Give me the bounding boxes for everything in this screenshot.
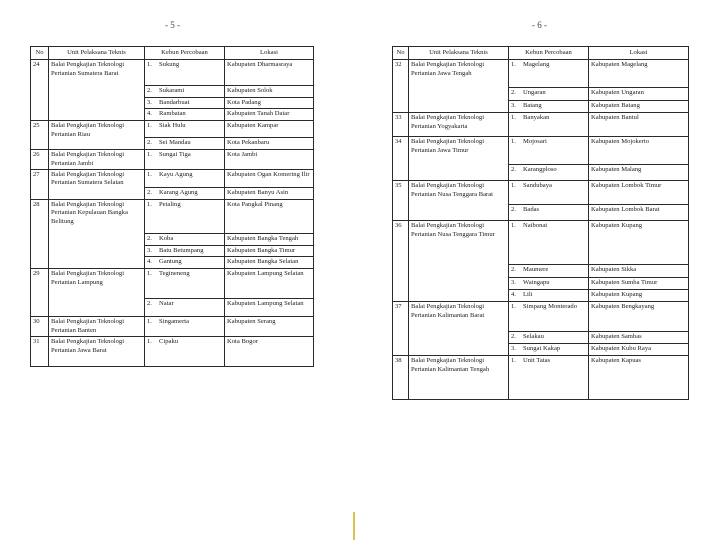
kebun-entry xyxy=(147,318,222,326)
unit-name: Balai Pengkajian Teknologi Pertanian Jambi xyxy=(49,150,145,170)
table-body xyxy=(393,60,689,400)
table-row xyxy=(31,170,314,188)
lokasi-cell: Kabupaten Kubu Raya xyxy=(589,344,689,356)
kebun-name: Singamerta xyxy=(159,318,190,326)
row-number: 27 xyxy=(31,170,49,200)
kebun-entry xyxy=(147,247,222,255)
kebun-name: Simpang Monterado xyxy=(523,303,578,311)
kebun-cell xyxy=(145,337,225,367)
table-header-row xyxy=(393,47,689,60)
right-page xyxy=(360,0,720,540)
kebun-cell xyxy=(145,246,225,257)
kebun-entry xyxy=(511,333,586,341)
kebun-entry xyxy=(147,110,222,118)
kebun-name: Rambatan xyxy=(159,110,186,118)
kebun-name: Mojosari xyxy=(523,138,547,146)
lokasi-cell: Kabupaten Tanah Datar xyxy=(225,109,314,121)
lokasi-cell: Kabupaten Ogan Komering Ilir xyxy=(225,170,314,188)
table-row xyxy=(393,181,689,205)
kebun-entry xyxy=(147,258,222,266)
kebun-number: 2. xyxy=(147,235,152,243)
unit-name: Balai Pengkajian Teknologi Pertanian Lampung xyxy=(49,269,145,317)
kebun-name: Sandubaya xyxy=(523,182,552,190)
kebun-name: Banyakan xyxy=(523,114,550,122)
scan-edge-mark xyxy=(353,512,355,540)
kebun-number: 2. xyxy=(511,206,516,214)
lokasi-cell: Kabupaten Sumba Timur xyxy=(589,278,689,290)
kebun-entry xyxy=(147,151,222,159)
kebun-entry xyxy=(147,171,222,179)
kebun-number: 1. xyxy=(147,201,152,209)
kebun-entry xyxy=(147,87,222,95)
lokasi-cell: Kabupaten Dharmasraya xyxy=(225,60,314,86)
unit-name: Balai Pengkajian Teknologi Pertanian Sumatera Barat xyxy=(49,60,145,121)
lokasi-cell: Kabupaten Sikka xyxy=(589,265,689,278)
kebun-number: 3. xyxy=(511,279,516,287)
kebun-entry xyxy=(511,182,586,190)
kebun-number: 1. xyxy=(147,61,152,69)
row-number: 24 xyxy=(31,60,49,121)
row-number: 31 xyxy=(31,337,49,367)
lokasi-cell: Kota Pangkal Pinang xyxy=(225,200,314,234)
kebun-name: Karangploso xyxy=(523,166,557,174)
kebun-cell xyxy=(509,137,589,165)
kebun-number: 2. xyxy=(147,189,152,197)
kebun-name: Sukarami xyxy=(159,87,185,95)
row-number: 25 xyxy=(31,121,49,150)
kebun-entry xyxy=(511,357,586,365)
kebun-entry xyxy=(147,189,222,197)
kebun-number: 1. xyxy=(147,122,152,130)
kebun-name: Bandarbuat xyxy=(159,98,190,106)
unit-name: Balai Pengkajian Teknologi Pertanian Jawa Tengah xyxy=(409,60,509,113)
table-row xyxy=(393,221,689,265)
lokasi-cell: Kabupaten Solok xyxy=(225,86,314,97)
row-number: 34 xyxy=(393,137,409,181)
header-kebun: Kebun Percobaan xyxy=(509,47,589,60)
table-row xyxy=(393,137,689,165)
unit-name: Balai Pengkajian Teknologi Pertanian Kalimantan Tengah xyxy=(409,356,509,400)
kebun-name: Selakau xyxy=(523,333,544,341)
kebun-cell xyxy=(509,302,589,332)
unit-name: Balai Pengkajian Teknologi Pertanian Jawa Timur xyxy=(409,137,509,181)
kebun-cell xyxy=(145,86,225,97)
kebun-entry xyxy=(511,222,586,230)
kebun-cell xyxy=(145,234,225,246)
kebun-cell xyxy=(509,113,589,137)
row-number: 37 xyxy=(393,302,409,356)
kebun-entry xyxy=(511,138,586,146)
lokasi-cell: Kota Padang xyxy=(225,97,314,108)
unit-name: Balai Pengkajian Teknologi Pertanian Kalimantan Barat xyxy=(409,302,509,356)
unit-name: Balai Pengkajian Teknologi Pertanian Riau xyxy=(49,121,145,150)
table-row xyxy=(31,200,314,234)
kebun-cell xyxy=(145,60,225,86)
kebun-cell xyxy=(145,150,225,170)
row-number: 36 xyxy=(393,221,409,302)
header-no: No xyxy=(31,47,49,60)
kebun-entry xyxy=(147,300,222,308)
row-number: 30 xyxy=(31,317,49,337)
kebun-name: Koba xyxy=(159,235,174,243)
kebun-name: Batang xyxy=(523,102,542,110)
kebun-entry xyxy=(511,206,586,214)
header-unit: Unit Pelaksana Teknis xyxy=(409,47,509,60)
kebun-entry xyxy=(511,166,586,174)
kebun-cell xyxy=(145,188,225,200)
kebun-number: 1. xyxy=(147,270,152,278)
kebun-number: 1. xyxy=(511,114,516,122)
kebun-cell xyxy=(509,265,589,278)
kebun-number: 1. xyxy=(511,182,516,190)
kebun-entry xyxy=(147,139,222,147)
lokasi-cell: Kota Bogor xyxy=(225,337,314,367)
kebun-name: Batu Betumpang xyxy=(159,247,204,255)
kebun-name: Naibonat xyxy=(523,222,548,230)
table-row xyxy=(31,150,314,170)
lokasi-cell: Kota Pekanbaru xyxy=(225,138,314,150)
lokasi-cell: Kabupaten Magelang xyxy=(589,60,689,88)
kebun-name: Sei Mandau xyxy=(159,139,191,147)
header-kebun: Kebun Percobaan xyxy=(145,47,225,60)
kebun-cell xyxy=(145,138,225,150)
kebun-number: 1. xyxy=(147,151,152,159)
kebun-name: Petaling xyxy=(159,201,181,209)
kebun-number: 4. xyxy=(147,110,152,118)
kebun-name: Karang Agung xyxy=(159,189,198,197)
page-number: - 5 - xyxy=(165,20,180,30)
kebun-entry xyxy=(511,266,586,274)
lokasi-cell: Kabupaten Kupang xyxy=(589,221,689,265)
experimental-garden-table xyxy=(30,46,314,367)
lokasi-cell: Kabupaten Bengkayang xyxy=(589,302,689,332)
lokasi-cell: Kabupaten Kampar xyxy=(225,121,314,138)
kebun-name: Natar xyxy=(159,300,174,308)
page-number: - 6 - xyxy=(532,20,547,30)
kebun-name: Ungaran xyxy=(523,89,546,97)
kebun-number: 4. xyxy=(511,291,516,299)
kebun-name: Gantung xyxy=(159,258,182,266)
kebun-entry xyxy=(511,114,586,122)
kebun-name: Lili xyxy=(523,291,533,299)
kebun-entry xyxy=(511,291,586,299)
unit-name: Balai Pengkajian Teknologi Pertanian Yogyakarta xyxy=(409,113,509,137)
table-row xyxy=(31,121,314,138)
kebun-name: Waingapu xyxy=(523,279,550,287)
table-row xyxy=(31,60,314,86)
kebun-number: 1. xyxy=(511,303,516,311)
kebun-number: 3. xyxy=(147,98,152,106)
kebun-name: Sungai Tiga xyxy=(159,151,191,159)
kebun-entry xyxy=(147,122,222,130)
kebun-cell xyxy=(509,221,589,265)
kebun-name: Cipaku xyxy=(159,338,179,346)
kebun-number: 2. xyxy=(511,266,516,274)
unit-name: Balai Pengkajian Teknologi Pertanian Kepulauan Bangka Belitung xyxy=(49,200,145,269)
kebun-number: 3. xyxy=(511,345,516,353)
lokasi-cell: Kabupaten Serang xyxy=(225,317,314,337)
unit-name: Balai Pengkajian Teknologi Pertanian Nusa Tenggara Timur xyxy=(409,221,509,302)
lokasi-cell: Kabupaten Bangka Selatan xyxy=(225,257,314,269)
kebun-number: 2. xyxy=(147,139,152,147)
kebun-number: 2. xyxy=(511,89,516,97)
kebun-entry xyxy=(147,235,222,243)
kebun-cell xyxy=(145,257,225,269)
kebun-cell xyxy=(145,121,225,138)
kebun-name: Badas xyxy=(523,206,540,214)
kebun-entry xyxy=(511,303,586,311)
kebun-cell xyxy=(509,101,589,113)
kebun-number: 1. xyxy=(511,61,516,69)
kebun-number: 1. xyxy=(147,171,152,179)
kebun-number: 1. xyxy=(147,338,152,346)
kebun-cell xyxy=(145,317,225,337)
table-row xyxy=(393,60,689,88)
kebun-number: 2. xyxy=(147,300,152,308)
table-row xyxy=(393,356,689,400)
kebun-name: Tegineneng xyxy=(159,270,190,278)
kebun-cell xyxy=(145,200,225,234)
kebun-number: 4. xyxy=(147,258,152,266)
lokasi-cell: Kabupaten Kapuas xyxy=(589,356,689,400)
kebun-cell xyxy=(509,88,589,101)
kebun-cell xyxy=(509,60,589,88)
kebun-cell xyxy=(509,290,589,302)
kebun-name: Sungai Kakap xyxy=(523,345,561,353)
lokasi-cell: Kabupaten Lombok Timur xyxy=(589,181,689,205)
kebun-entry xyxy=(147,201,222,209)
kebun-entry xyxy=(511,279,586,287)
kebun-number: 1. xyxy=(511,222,516,230)
table-row xyxy=(393,302,689,332)
unit-name: Balai Pengkajian Teknologi Pertanian Jawa Barat xyxy=(49,337,145,367)
row-number: 32 xyxy=(393,60,409,113)
experimental-garden-table xyxy=(392,46,689,400)
row-number: 33 xyxy=(393,113,409,137)
kebun-number: 1. xyxy=(511,138,516,146)
kebun-cell xyxy=(509,205,589,221)
lokasi-cell: Kabupaten Ungaran xyxy=(589,88,689,101)
kebun-entry xyxy=(511,102,586,110)
kebun-cell xyxy=(509,332,589,344)
row-number: 28 xyxy=(31,200,49,269)
kebun-number: 2. xyxy=(147,87,152,95)
kebun-cell xyxy=(509,165,589,181)
kebun-name: Unit Tatas xyxy=(523,357,551,365)
kebun-name: Sukung xyxy=(159,61,180,69)
lokasi-cell: Kabupaten Lampung Selatan xyxy=(225,269,314,299)
row-number: 38 xyxy=(393,356,409,400)
kebun-number: 1. xyxy=(511,357,516,365)
lokasi-cell: Kota Jambi xyxy=(225,150,314,170)
table-body xyxy=(31,60,314,367)
kebun-entry xyxy=(147,338,222,346)
kebun-name: Siak Hulu xyxy=(159,122,186,130)
kebun-name: Magelang xyxy=(523,61,550,69)
header-lokasi: Lokasi xyxy=(589,47,689,60)
lokasi-cell: Kabupaten Sambas xyxy=(589,332,689,344)
kebun-entry xyxy=(511,89,586,97)
kebun-cell xyxy=(509,344,589,356)
header-lokasi: Lokasi xyxy=(225,47,314,60)
unit-name: Balai Pengkajian Teknologi Pertanian Banten xyxy=(49,317,145,337)
kebun-entry xyxy=(147,61,222,69)
lokasi-cell: Kabupaten Batang xyxy=(589,101,689,113)
kebun-cell xyxy=(509,181,589,205)
lokasi-cell: Kabupaten Lombok Barat xyxy=(589,205,689,221)
table-row xyxy=(31,337,314,367)
row-number: 29 xyxy=(31,269,49,317)
kebun-name: Maumere xyxy=(523,266,549,274)
lokasi-cell: Kabupaten Malang xyxy=(589,165,689,181)
kebun-entry xyxy=(511,345,586,353)
kebun-cell xyxy=(145,97,225,108)
kebun-entry xyxy=(147,99,222,107)
lokasi-cell: Kabupaten Kupang xyxy=(589,290,689,302)
kebun-cell xyxy=(145,109,225,121)
lokasi-cell: Kabupaten Bantul xyxy=(589,113,689,137)
kebun-number: 3. xyxy=(511,102,516,110)
lokasi-cell: Kabupaten Bangka Tengah xyxy=(225,234,314,246)
row-number: 35 xyxy=(393,181,409,221)
kebun-name: Kayu Agung xyxy=(159,171,193,179)
kebun-number: 3. xyxy=(147,247,152,255)
kebun-cell xyxy=(145,299,225,317)
lokasi-cell: Kabupaten Bangka Timur xyxy=(225,246,314,257)
header-unit: Unit Pelaksana Teknis xyxy=(49,47,145,60)
kebun-entry xyxy=(511,61,586,69)
kebun-entry xyxy=(147,270,222,278)
lokasi-cell: Kabupaten Banyu Asin xyxy=(225,188,314,200)
kebun-number: 2. xyxy=(511,333,516,341)
unit-name: Balai Pengkajian Teknologi Pertanian Sumatera Selatan xyxy=(49,170,145,200)
table-row xyxy=(31,269,314,299)
table-row xyxy=(393,113,689,137)
kebun-cell xyxy=(509,278,589,290)
kebun-number: 2. xyxy=(511,166,516,174)
table-header-row xyxy=(31,47,314,60)
kebun-cell xyxy=(145,170,225,188)
table-row xyxy=(31,317,314,337)
kebun-cell xyxy=(509,356,589,400)
kebun-number: 1. xyxy=(147,318,152,326)
lokasi-cell: Kabupaten Mojokerto xyxy=(589,137,689,165)
kebun-cell xyxy=(145,269,225,299)
row-number: 26 xyxy=(31,150,49,170)
unit-name: Balai Pengkajian Teknologi Pertanian Nusa Tenggara Barat xyxy=(409,181,509,221)
header-no: No xyxy=(393,47,409,60)
lokasi-cell: Kabupaten Lampung Selatan xyxy=(225,299,314,317)
